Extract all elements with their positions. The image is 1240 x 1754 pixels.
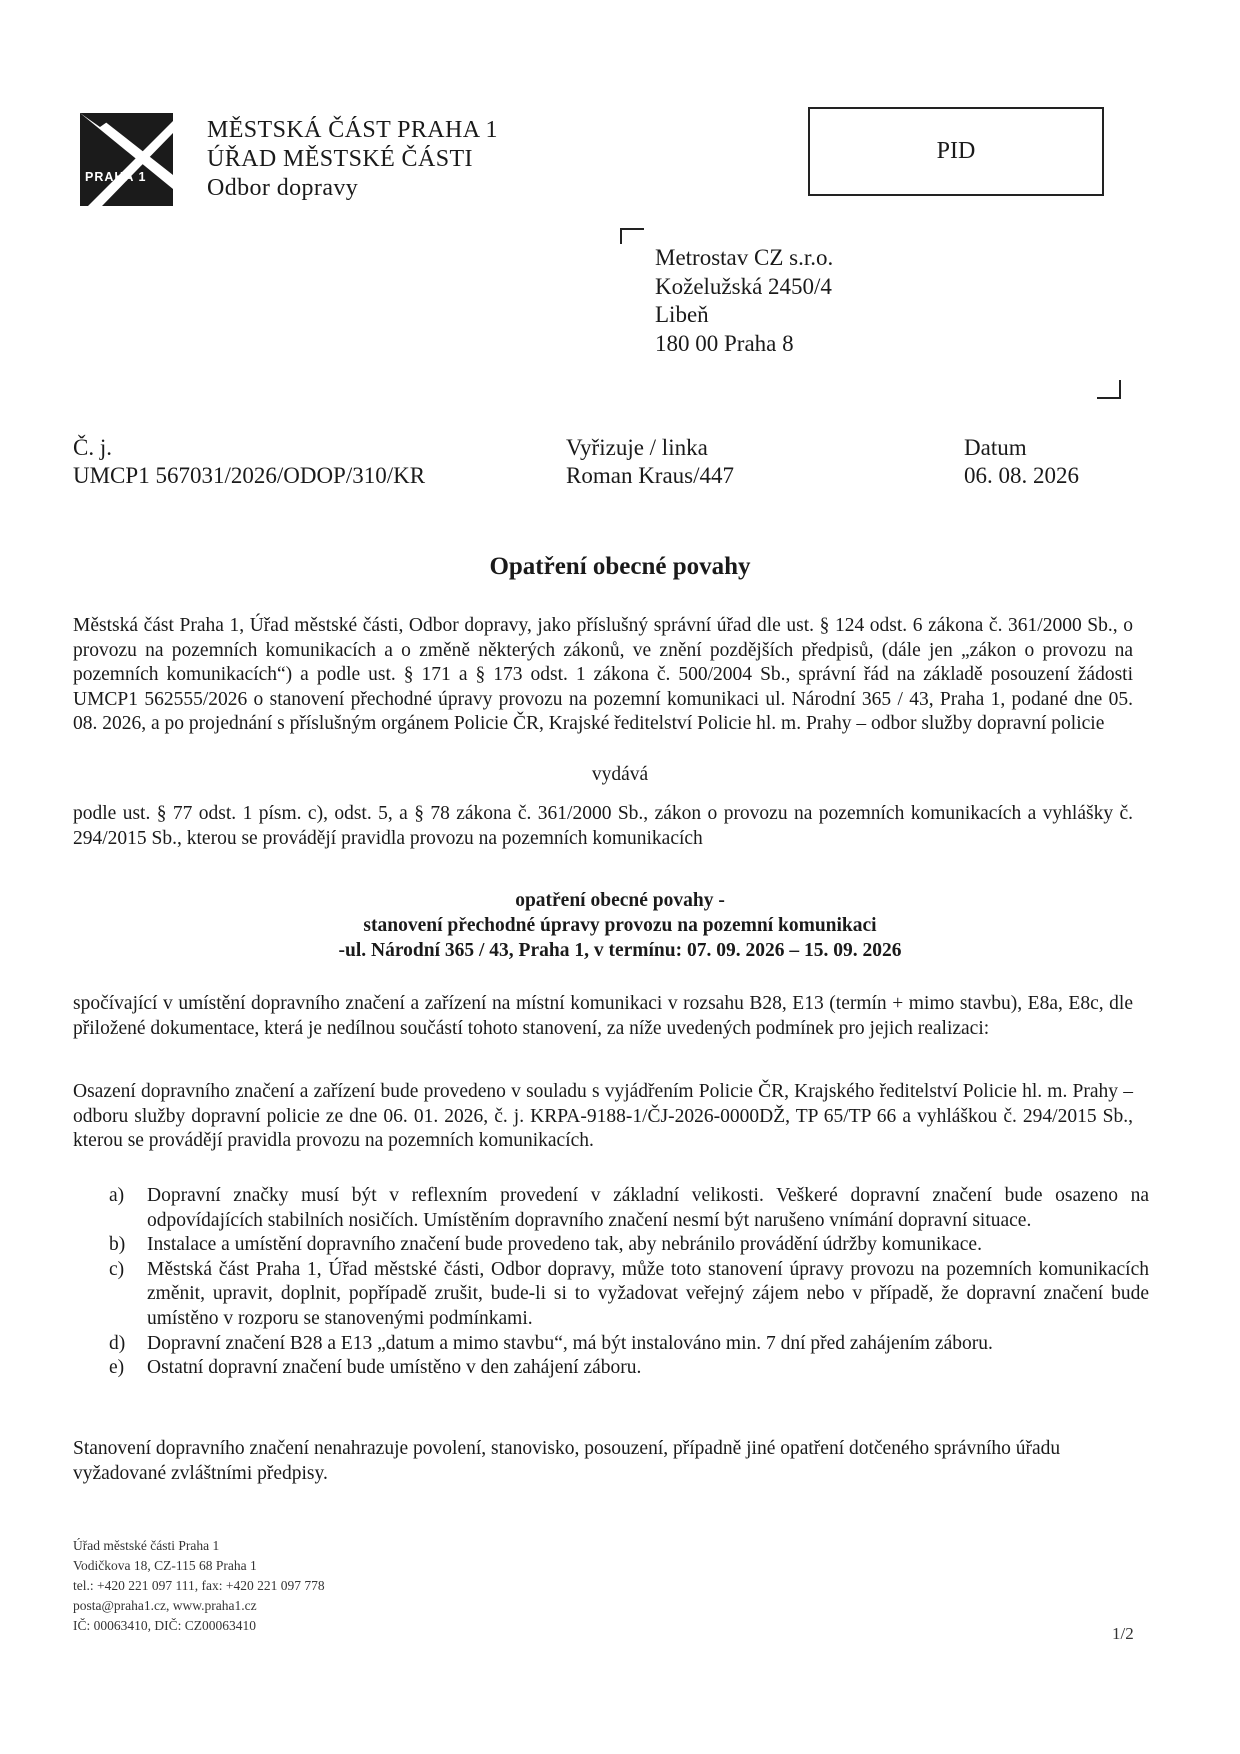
condition-text: Dopravní značky musí být v reflexním provedení v základní velikosti. Veškeré dopravní značení bude osazeno na odpovídajících stabilních nosičích. Umístěním dopravního značení nesmí být narušeno vnímání dopravní situace. (147, 1185, 1149, 1231)
praha1-logo (80, 113, 173, 206)
decision-line-3: -ul. Národní 365 / 43, Praha 1, v termínu: 07. 09. 2026 – 15. 09. 2026 (338, 940, 902, 961)
closing-paragraph: Stanovení dopravního značení nenahrazuje povolení, stanovisko, posouzení, případně jiné opatření dotčeného správního úřadu vyžadované zvláštními předpisy. (73, 1438, 1061, 1484)
date-value: 06. 08. 2026 (964, 463, 1079, 488)
decision-line-1: opatření obecné povahy - (515, 890, 725, 911)
date-info (964, 434, 1079, 490)
list-item (109, 1258, 1149, 1332)
footer-line-3: tel.: +420 221 097 111, fax: +420 221 097 778 (73, 1578, 325, 1593)
condition-text: Instalace a umístění dopravního značení bude provedeno tak, aby nebránilo provádění údržby komunikace. (147, 1234, 982, 1256)
footer-line-4: posta@praha1.cz, www.praha1.cz (73, 1598, 257, 1613)
installation-paragraph: Osazení dopravního značení a zařízení bude provedeno v souladu s vyjádřením Policie ČR, Krajského ředitelství Policie hl. m. Prahy – odboru služby dopravní policie ze dne 06. 01. 2026, č. j. KRPA-9188-1/ČJ-2026-0000DŽ, TP 65/TP 66 a vyhláškou č. 294/2015 Sb., kterou se provádějí pravidla provozu na pozemních komunikacích. (73, 1081, 1133, 1152)
reference-number (73, 434, 425, 490)
list-marker: d) (109, 1332, 126, 1354)
office-line-3: Odbor dopravy (207, 175, 359, 201)
office-heading (207, 116, 498, 203)
list-marker: c) (109, 1258, 125, 1280)
logo-text: PRAHA 1 (85, 170, 147, 184)
addressee-city: 180 00 Praha 8 (655, 330, 794, 356)
document-title: Opatření obecné povahy (489, 553, 751, 580)
footer-line-2: Vodičkova 18, CZ-115 68 Praha 1 (73, 1558, 257, 1573)
issues-word: vydává (591, 764, 649, 785)
footer-line-1: Úřad městské části Praha 1 (73, 1538, 220, 1553)
date-label: Datum (964, 435, 1027, 460)
pid-box (808, 107, 1104, 196)
addressee-district: Libeň (655, 302, 709, 327)
address-window-corner-bottom-right (1097, 380, 1121, 399)
list-item (109, 1332, 1149, 1357)
office-line-1: MĚSTSKÁ ČÁST PRAHA 1 (207, 117, 498, 143)
handler-info (566, 434, 734, 490)
list-item (109, 1233, 1149, 1258)
decision-line-2: stanovení přechodné úpravy provozu na pozemní komunikaci (363, 915, 877, 936)
list-marker: b) (109, 1234, 126, 1256)
handler-value: Roman Kraus/447 (566, 463, 735, 488)
pid-label: PID (936, 138, 976, 164)
footer-contact (73, 1536, 325, 1636)
condition-text: Ostatní dopravní značení bude umístěno v den zahájení záboru. (147, 1357, 642, 1379)
list-marker: a) (109, 1185, 125, 1206)
list-item (109, 1356, 1149, 1381)
logo-cross-icon (80, 113, 173, 206)
scope-paragraph: spočívající v umístění dopravního značení a zařízení na místní komunikaci v rozsahu B28, E13 (termín + mimo stavbu), E8a, E8c, dle přiložené dokumentace, která je nedílnou součástí tohoto stanovení, za níže uvedených podmínek pro jejich realizaci: (73, 993, 1133, 1039)
office-line-2: ÚŘAD MĚSTSKÉ ČÁSTI (207, 146, 473, 172)
list-marker: e) (109, 1357, 125, 1379)
footer-line-5: IČ: 00063410, DIČ: CZ00063410 (73, 1618, 257, 1633)
legal-basis: podle ust. § 77 odst. 1 písm. c), odst. 5, a § 78 zákona č. 361/2000 Sb., zákon o provozu na pozemních komunikacích a vyhlášky č. 294/2015 Sb., kterou se provádějí pravidla provozu na pozemních komunikacích (73, 803, 1133, 849)
cj-label: Č. j. (73, 435, 112, 460)
page-number: 1/2 (1112, 1624, 1134, 1643)
addressee-name: Metrostav CZ s.r.o. (655, 245, 834, 270)
list-item (109, 1184, 1149, 1233)
condition-text: Městská část Praha 1, Úřad městské části, Odbor dopravy, může toto stanovení úpravy provozu na pozemních komunikacích změnit, upravit, doplnit, popřípadě zrušit, bude-li si to vyžadovat veřejný zájem nebo v případě, že dopravní značení bude umístěno v rozporu se stanovenými podmínkami. (147, 1258, 1149, 1329)
condition-text: Dopravní značení B28 a E13 „datum a mimo stavbu“, má být instalováno min. 7 dní před zahájením záboru. (147, 1332, 993, 1354)
intro-paragraph: Městská část Praha 1, Úřad městské části, Odbor dopravy, jako příslušný správní úřad dle ust. § 124 odst. 6 zákona č. 361/2000 Sb., o provozu na pozemních komunikacích a o změně některých zákonů, ve znění pozdějších předpisů, (dále jen „zákon o provozu na pozemních komunikacích“) a podle ust. § 171 a § 173 odst. 1 zákona č. 500/2004 Sb., správní řád na základě posouzení žádosti UMCP1 562555/2026 o stanovení přechodné úpravy provozu na pozemní komunikaci ul. Národní 365 / 43, Praha 1, podané dne 05. 08. 2026, a po projednání s příslušným orgánem Policie ČR, Krajské ředitelství Policie hl. m. Prahy – odbor služby dopravní policie (73, 615, 1133, 735)
address-window-corner-top-left (620, 228, 644, 244)
cj-value: UMCP1 567031/2026/ODOP/310/KR (73, 463, 426, 488)
addressee-street: Koželužská 2450/4 (655, 273, 832, 299)
handler-label: Vyřizuje / linka (566, 435, 708, 460)
conditions-list (109, 1184, 1149, 1381)
addressee-block (655, 244, 833, 358)
